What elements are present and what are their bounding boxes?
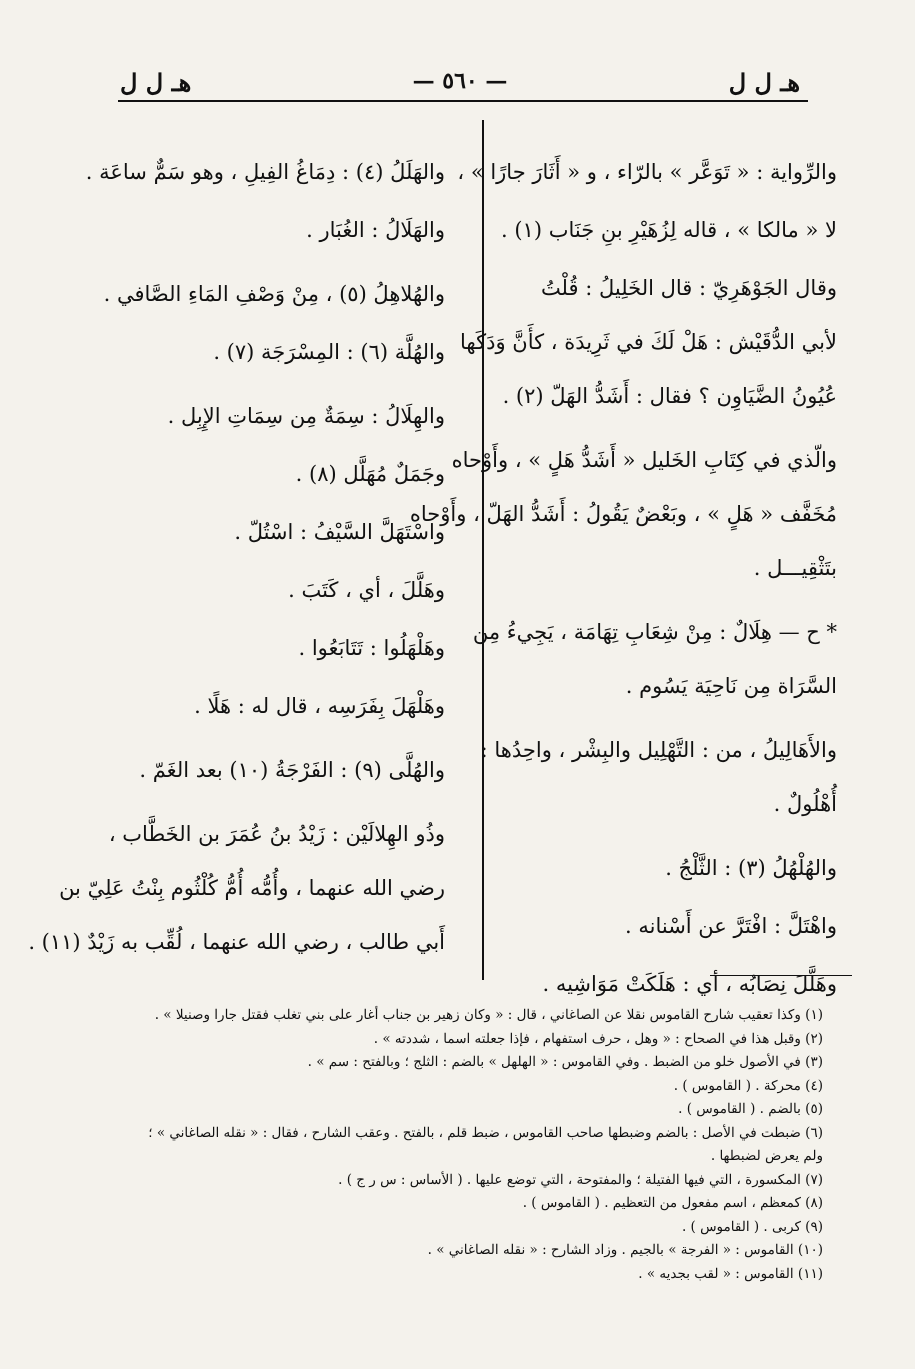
text-line: واهْتَلَّ : افْتَرَّ عن أَسْنانه .	[625, 914, 837, 938]
header-entry-left: هـ ل ل	[120, 68, 192, 97]
text-line: والهَلَلُ (٤) : دِمَاغُ الفِيلِ ، وهو سَمٌّ ساعَة .	[85, 160, 445, 184]
footnote: (١) وكذا تعقيب شارح القاموس نقلا عن الصاغاني ، قال : « وكان زهير بن جناب أغار على بني تغلب فقتل جارا وصنيلا » .	[154, 1007, 823, 1023]
text-line: وهَلْهَلُوا : تَتَابَعُوا .	[298, 636, 445, 660]
text-line: والهَلَالُ : الغُبَار .	[306, 218, 445, 242]
left-column	[28, 128, 445, 956]
text-line: السَّرَاة مِن نَاحِيَة يَسُوم .	[625, 674, 837, 698]
text-line: والهُلَّى (٩) : الفَرْجَةُ (١٠) بعد الغَمّ .	[139, 758, 445, 782]
text-line: مُخَفَّف « هَلٍ » ، وبَعْضٌ يَقُولُ : أَشَدُّ الهَلّ ، وأَوْحاه	[409, 502, 837, 526]
footnotes	[93, 1004, 823, 1286]
text-line: وجَمَلٌ مُهَلَّل (٨) .	[295, 462, 445, 486]
footnote-rule	[710, 975, 852, 976]
text-line: والهُلاهِلُ (٥) ، مِنْ وَصْفِ المَاءِ الصَّافي .	[103, 282, 445, 306]
text-line: عُيُونُ الضَّيَاوِن ؟ فقال : أَشَدُّ الهَلّ (٢) .	[502, 384, 837, 408]
footnote: (١١) القاموس : « لقب بجديه » .	[638, 1265, 823, 1282]
right-column	[409, 128, 837, 998]
text-line: وهَلَّلَ نِصَابُه ، أي : هَلَكَتْ مَوَاشِيه .	[542, 972, 837, 996]
text-line: واسْتَهَلَّ السَّيْفُ : اسْتُلّ .	[234, 520, 445, 544]
text-line: والهِلَالُ : سِمَةٌ مِن سِمَاتِ الإِبِل .	[167, 404, 445, 428]
text-line: والّذي في كِتَابِ الخَليل « أَشَدُّ هَلٍ » ، وأَوْحاه	[451, 448, 837, 472]
text-line: والهُلَّة (٦) : المِسْرَجَة (٧) .	[213, 340, 445, 364]
footnote: (٢) وقبل هذا في الصحاح : « وهل ، حرف استفهام ، فإذا جعلته اسما ، شددته » .	[373, 1030, 823, 1047]
footnote: (٥) بالضم . ( القاموس ) .	[678, 1101, 823, 1117]
header-entry-right: هـ ل ل	[728, 68, 800, 97]
page-header	[120, 68, 800, 108]
text-line: والهُلْهُلُ (٣) : الثَّلْجُ .	[665, 856, 837, 880]
page-number: — ٥٦٠ —	[412, 68, 508, 94]
text-line: رضي الله عنهما ، وأُمُّه أُمُّ كُلْثُوم بِنْتُ عَلِيّ بن	[59, 876, 445, 900]
text-line: * ح — هِلَالٌ : مِنْ شِعَابِ تِهَامَة ، يَجِيءُ مِن	[472, 620, 837, 644]
footnote: (٦) ضبطت في الأصل : بالضم وضبطها صاحب القاموس ، ضبط قلم ، بالفتح . وعقب الشارح ، فقال : « نقله الصاغاني » ؛	[148, 1124, 823, 1141]
text-line: وهَلَّلَ ، أي ، كَتَبَ .	[288, 578, 445, 602]
footnote: (٣) في الأصول خلو من الضبط . وفي القاموس : « الهلهل » بالضم : الثلج ؛ وبالفتح : سم » .	[307, 1054, 823, 1070]
text-line: بتَثْقِيـــل .	[753, 556, 837, 580]
footnote: (٨) كمعظم ، اسم مفعول من التعظيم . ( القاموس ) .	[522, 1195, 823, 1211]
text-line: لأبي الدُّقَيْش : هَلْ لَكَ في ثَرِيدَة ، كأَنَّ وَدَكَها	[460, 330, 837, 354]
text-line: وقال الجَوْهَرِيّ : قال الخَلِيلُ : قُلْتُ	[540, 276, 837, 300]
text-line: والأَهَالِيلُ ، من : التَّهْلِيل والبِشْر ، واحِدُها :	[480, 738, 837, 762]
text-line: والرِّواية : « تَوَعَّر » بالرّاء ، و « أَثَارَ جارًا » ،	[457, 160, 837, 184]
text-line: وهَلْهَلَ بِفَرَسِه ، قال له : هَلًا .	[194, 694, 445, 718]
footnote: (٧) المكسورة ، التي فيها الفتيلة ؛ والمفتوحة ، التي توضع عليها . ( الأساس : س ر ج ) .	[338, 1171, 823, 1188]
text-line: وذُو الهِلالَيْن : زَيْدُ بنُ عُمَرَ بن الخَطَّاب ،	[108, 822, 445, 846]
footnote: (٩) كربى . ( القاموس ) .	[681, 1218, 823, 1235]
footnote: (١٠) القاموس : « الفرجة » بالجيم . وزاد الشارح : « نقله الصاغاني » .	[427, 1242, 823, 1258]
header-rule	[118, 100, 808, 102]
footnote: ولم يعرض لضبطها .	[710, 1148, 823, 1164]
text-line: أُهْلُولٌ .	[773, 792, 837, 816]
text-line: لا « مالكا » ، قاله لِزُهَيْرِ بنِ جَنَاب (١) .	[501, 218, 837, 242]
text-line: أَبي طالب ، رضي الله عنهما ، لُقِّب به زَيْدٌ (١١) .	[28, 930, 445, 954]
footnote: (٤) محركة . ( القاموس ) .	[673, 1077, 823, 1094]
